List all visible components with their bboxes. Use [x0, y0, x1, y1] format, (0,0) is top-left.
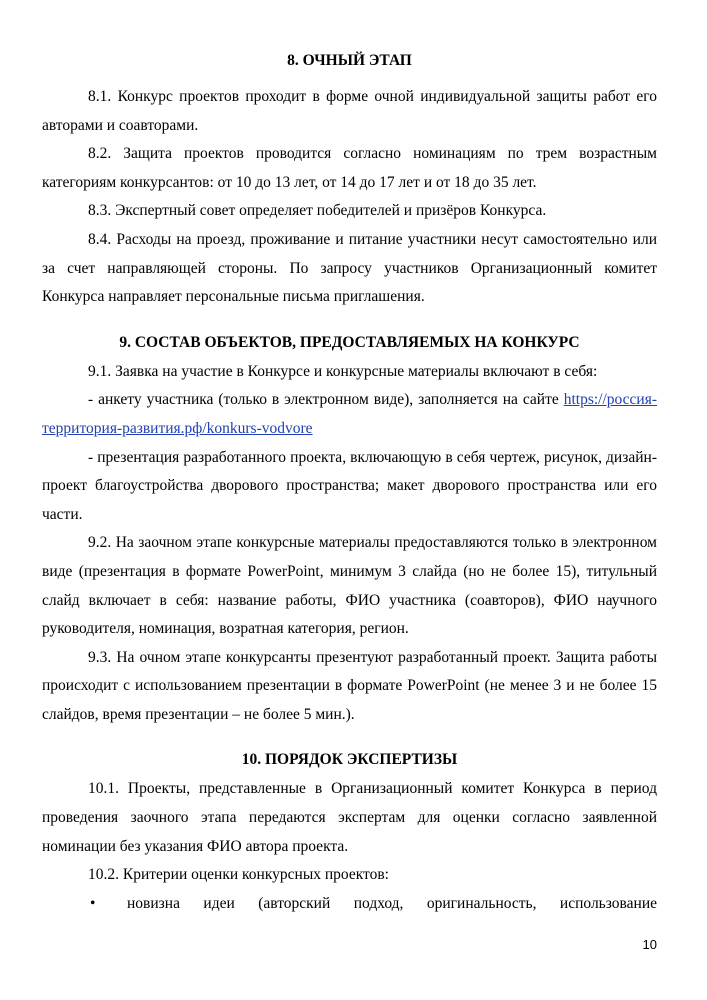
section-8-title: 8. ОЧНЫЙ ЭТАП [287, 52, 412, 69]
paragraph-9-1-item-2: - презентация разработанного проекта, включающую в себя чертеж, рисунок, дизайн-проект благоустройства дворового пространства; макет дворового пространства или его части. [42, 448, 657, 523]
section-10-title: 10. ПОРЯДОК ЭКСПЕРТИЗЫ [241, 751, 458, 769]
paragraph-9-1-item-1-text: - анкету участника (только в электронном виде), заполняется на сайте [88, 391, 559, 409]
paragraph-8-1: 8.1. Конкурс проектов проходит в форме очной индивидуальной защиты работ его авторами и соавторами. [42, 88, 657, 134]
criteria-list-item-text: новизна идеи (авторский подход, оригинальность, использование [127, 894, 657, 912]
konkurs-link[interactable]: https://россия-территория-развития.рф/konkurs-vodvore [42, 391, 657, 437]
page-number: 10 [642, 937, 657, 952]
paragraph-10-2: 10.2. Критерии оценки конкурсных проектов: [88, 866, 389, 884]
paragraph-9-2: 9.2. На заочном этапе конкурсные материалы предоставляются только в электронном виде (презентация в формате PowerPoint, минимум 3 слайда (но не более 15), титульный слайд включает в себя: название работы, ФИО участника (соавторов), ФИО научного руководителя, номинация, возратная категория, регион. [42, 534, 657, 638]
section-9-title: 9. СОСТАВ ОБЪЕКТОВ, ПРЕДОСТАВЛЯЕМЫХ НА КОНКУРС [119, 333, 580, 351]
bullet-icon: • [90, 894, 96, 912]
paragraph-9-1: 9.1. Заявка на участие в Конкурсе и конкурсные материалы включают в себя: [88, 362, 598, 380]
paragraph-8-4: 8.4. Расходы на проезд, проживание и питание участники несут самостоятельно или за счет направляющей стороны. По запросу участников Организационный комитет Конкурса направляет персональные письма приглашения. [42, 230, 657, 306]
document-content [42, 50, 657, 918]
paragraph-10-1: 10.1. Проекты, представленные в Организационный комитет Конкурса в период проведения заочного этапа передаются экспертам для оценки согласно заявленной номинации без указания ФИО автора проекта. [42, 780, 657, 855]
paragraph-9-1-item-1 [42, 386, 657, 443]
paragraph-8-2: 8.2. Защита проектов проводится согласно номинациям по трем возрастным категориям конкурсантов: от 10 до 13 лет, от 14 до 17 лет и от 18 до 35 лет. [42, 145, 657, 191]
paragraph-8-3: 8.3. Экспертный совет определяет победителей и призёров Конкурса. [88, 202, 547, 220]
paragraph-9-3: 9.3. На очном этапе конкурсанты презентуют разработанный проект. Защита работы происходит с использованием презентации в формате PowerPoint (не менее 3 и не более 15 слайдов, время презентации – не более 5 мин.). [42, 648, 657, 723]
criteria-list-item [42, 890, 657, 919]
